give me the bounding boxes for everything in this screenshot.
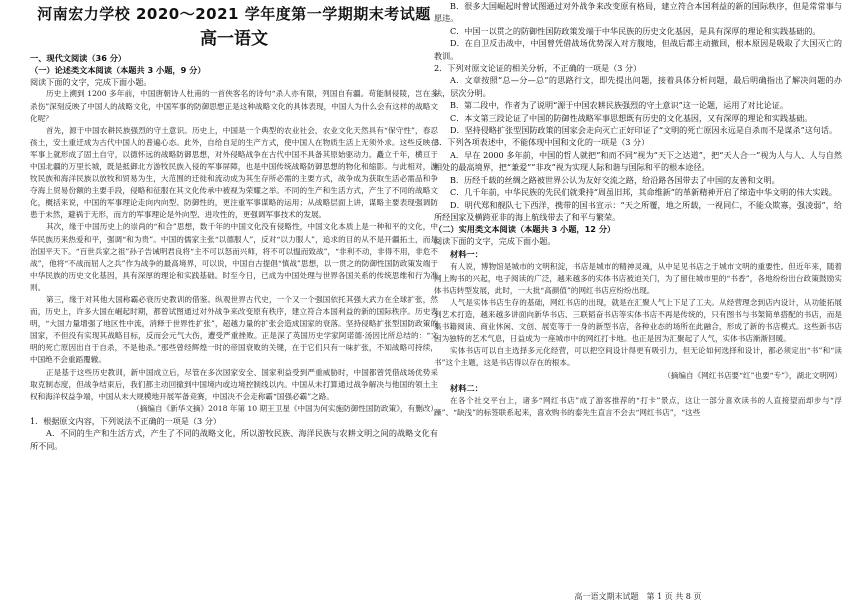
- passage-source: （摘编自《新华文摘》2018 年第 10 期王卫星《中国为何实施防御性国防政策》，有删改）: [132, 403, 438, 413]
- material-paragraph: 有人说，博物馆是城市的文明积淀，书店是城市的精神灵魂，从中足见书店之于城市文明的重要性。但近年来，随着网上购书的兴起，电子阅读的广泛，越来越多的实体书店被迫关门，为了留住城市里的“书香”，各地纷纷出台政策鼓励实体书店转型发展，此时，一大批“高颜值”的网红书店应纷纷出现。: [434, 261, 842, 295]
- question-option: D．坚持侵略扩张型国防政策的国家会走向灭亡正好印证了“文明的死亡原因永远是自杀而不是谋杀”这句话。: [450, 125, 838, 136]
- question-option: B．第二段中，作者为了说明“源于中国农耕民族强烈的守土意识”这一论题，运用了对比论证。: [450, 100, 788, 111]
- question-option: B．历经千载的丝绸之路被世界公认为友好交流之路，给沿路各国带去了中国的友善和文明。: [450, 174, 780, 185]
- question-option: D．在自卫反击战中，中国曾凭借战场优势深入对方腹地，但战后都主动撤回，根本原因是吸取了大国灭亡的教训。: [434, 38, 842, 61]
- material-label: 材料二：: [450, 382, 483, 393]
- passage-paragraph: 首先，源于中国农耕民族强烈的守土意识。历史上，中国是一个典型的农业社会，农业文化天然具有“保守性”，春忍孩土，安土重迁成为古代中国人的普遍心态。此外，自给自足的生产方式，使中国人在物质生活上无须外求。这些反映在军事上就形成了固土自守，以德怀远的战略防御思想，对外侵略战争在古代中国不具备其原始驱动力。矗立千年，横亘于中国北疆的万里长城，既是抵御北方游牧民族入侵的军事屏障，也是中国传统战略防御思想的物化和缩影。与此相对，游牧民族和海洋民族以放牧和贸易为生，大范围的迁徙和流动成为其生存所必需的主要方式，战争成为获取生活必需品和争夺海上贸易份额的主要手段，侵略和征服在其文化传承中被视为荣耀之举。不同的生产和生活方式，产生了不同的战略文化，概括来说，中国的军事理论走向内向型、防御性的，更注重军事谋略的运用；从战略层面上讲，谋略主要表现强调防患于未然，避祸于无形，而方的军事理论是外向型、进攻性的，更强调军事技术的发展。: [30, 125, 438, 220]
- question-option: A．文章按照“总—分—总”的思路行文，即先提出问题，接着具体分析问题，最后明确指出了解决问题的办法，层次分明。: [434, 75, 842, 98]
- subject-title: 高一语文: [200, 29, 268, 49]
- question-option: C．几千年前，中华民族的先民们就秉持“周虽旧邦，其命维新”的革新精神开启了缔造中华文明的伟大实践。: [450, 187, 837, 198]
- passage-paragraph: 第三，缘于对其他大国称霸必衰历史教训的借鉴。纵观世界古代史，一个又一个强国依托其强大武力在全球扩张，然而，历史上，许多大国在崛起时期，都曾试图通过对外战争来改变原有秩序，建立符合本国利益的新的国际秩序。历史表明，“大国力量增强了地区性中流，消释于世界性扩张”，超越力量的扩张会造成国家的衰落。坚持侵略扩张型国防政策的国家，不但没有实现其战略目标，反而会元气大伤，遭受严重挫败。正是深了英国历史学家阿诺德·汤因比所总结的：“文明的死亡原因出自于自杀，不是他杀。”那些曾经辉煌一时的帝国衰败的关键，在于它们只有一味扩张，不知战略可持续，中国绝不会重蹈覆辙。: [30, 295, 438, 365]
- material-paragraph: 人气是实体书店生存的基础，网红书店的出现，就是在汇聚人气上下足了工夫。从经营理念到店内设计，从功能拓展到艺术打造，越来越多讲面向新华书店、三联韬奋书店等实体书店不再是传统的，只有图书与书架简单搭配的书店，而是集书籍阅读、商业休闲、文创、展览等于一身的新型书店，各种业态的场所在此融合，形成了新的书店模式。这些新书店因为独特的艺术气息，日益成为一座城市中的网红打卡地。也正是因为汇聚起了人气，实体书店渐渐回暖。: [434, 298, 842, 344]
- question-option: C．中国一以贯之的防御性国防政策发端于中华民族的历史文化基因，是具有深厚的理论和实践基础的。: [450, 25, 821, 36]
- passage-paragraph: 历史上溯到 1200 多年前，中国唐朝诗人杜甫的一首侠客名的诗句“杀人亦有限，列国自有疆。苟能制侵陵，岂在多杀伤”深刻反映了中国人的战略文化，中国军事的防御思想正是这种战略文化的具体表现，中国人为什么会有这样的战略文化呢？: [30, 89, 438, 123]
- exam-title: 河南宏力学校 2020～2021 学年度第一学期期末考试题: [37, 5, 431, 23]
- part-heading: （二）实用类文本阅读（本题共 3 小题，12 分）: [434, 224, 616, 235]
- question: 3．下列各项表述中，不能体现中国和文化的一项是（3 分）: [434, 137, 650, 148]
- material-label: 材料一：: [450, 248, 483, 259]
- part-heading: （一）论述类文本阅读（本题共 3 小题，9 分）: [30, 65, 206, 75]
- question-option: A．早在 2000 多年前，中国的哲人就把“和而不同”视为“天下之达道”，把“天人合一”视为人与人、人与自然相处的最高境界，把“兼爱”“非攻”视为实现人际和谐与国际和平的根本途径。: [434, 149, 842, 173]
- question-option: A．不同的生产和生活方式，产生了不同的战略文化，所以游牧民族、海洋民族与农耕文明之间的战略文化有所不同。: [30, 428, 438, 451]
- left-column: [30, 0, 438, 452]
- question: 2．下列对原文论证的相关分析，不正确的一项是（3 分）: [434, 63, 642, 74]
- question: 1．根据原文内容，下列说法不正确的一项是（3 分）: [30, 415, 221, 426]
- right-column: [434, 0, 842, 419]
- passage-paragraph: 其次，缘于中国历史上的崇尚的“和合”思想，数千年的中国文化没有侵略性，中国文化本质上是一种和平的文化，中华民族历来热爱和平，强调“和为贵”。中国的儒家主张“以德服人”，反对“以力服人”，追求的目的从不是开疆拓土，而是治国平天下。“百世兵家之祖”孙子告诫明君良将“主不可以怒而兴师，将不可以愠而致战”，“非利不动，非得不用，非危不战”，他将“不战而屈人之兵”作为战争的最高境界，可以说，中国自古提倡“慎战”思想，以一贯之的防御性国防政策发端于中华民族的历史文化基因，具有深厚的理论和实践基础。时至今日，已成为中国处理与世界各国关系的传统思维和行为准则。: [30, 222, 438, 292]
- question-option: C．本文第三段论证了中国的防御性战略军事思想既有历史的文化基因，又有深厚的理论和实践基础。: [450, 112, 813, 123]
- material-paragraph: 在各个社交平台上，诸多“网红书店”成了游客推荐的“打卡”景点，这让一部分喜欢读书的人直接望而却步与“浮躁”、“缺浅”的标签联系起来，喜欢购书的泰先生直言不会去“网红书店”，“这些: [434, 395, 842, 417]
- question-option: D．明代郑和舰队七下西洋，携带的国书宣示：“天之所覆，地之所载，一视同仁，不能众欺寡，强凌弱”，给所经国家及横跨亚非的海上航线带去了和平与繁荣。: [434, 199, 842, 222]
- page-footer: 高一语文期末试题 第 1 页 共 8 页: [574, 592, 702, 601]
- instruction: 阅读下面的文字，完成下面小题。: [30, 77, 152, 87]
- material-paragraph: 实体书店可以自主选择多元化经营，可以把空间设计得更有吸引力，但无论如何选择和设计，都必须定出“书”和“读书”这个主题，这是书店得以存在的根本。: [434, 346, 842, 368]
- section-heading: 一、现代文阅读（36 分）: [30, 53, 127, 63]
- material-source: （摘编自《网红书店要“红”也要“专”》，湖北文明网）: [663, 370, 842, 380]
- question-option: B．很多大国崛起时曾试图通过对外战争来改变原有格局，建立符合本国利益的新的国际秩序，但是常常事与愿违。: [434, 1, 842, 24]
- passage-paragraph: 正是基于这些历史教训，新中国成立后，尽管在多次国家安全、国家利益受到严重威胁时，中国都曾凭借战场优势采取克制态度，但战争结束后，我们都主动回撤到中国境内或边境控制线以内。中国从未打算通过战争解决与他国的领土主权和海洋权益争端，中国从未大规模地开展军备竞赛，中国决不会走称霸“国强必霸”之路。: [30, 367, 438, 401]
- instruction: 阅读下面的文字，完成下面小题。: [434, 236, 556, 247]
